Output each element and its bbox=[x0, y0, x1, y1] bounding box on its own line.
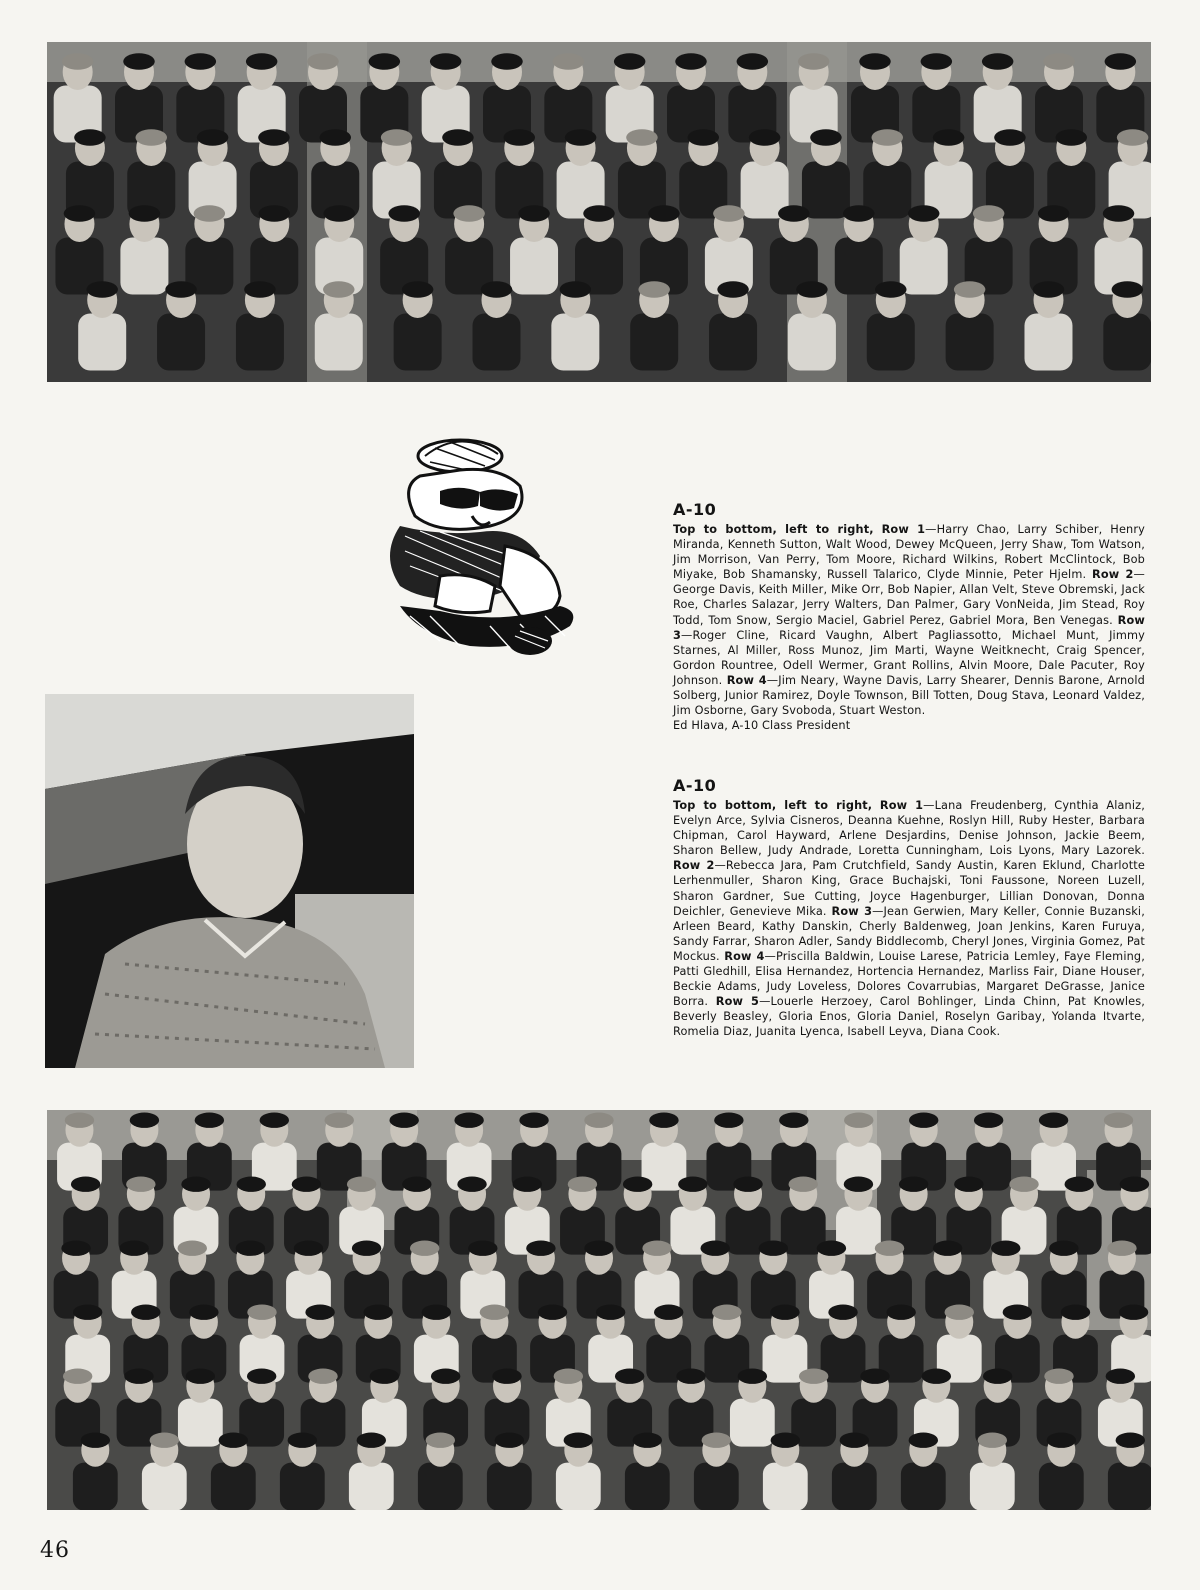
boys-caption bbox=[673, 500, 1145, 733]
girls-row-label: Row 1 bbox=[879, 799, 924, 812]
girls-row-names: —Rebecca Jara, Pam Crutchfield, Sandy Austin, Karen Eklund, Charlotte Lerhenmuller, Sharon King, Grace Buchajski, Toni Faussone, Noreen Luzell, Sharon Gardner, Sue Cutting, Joyce Hagenburger, Lillian Donovan, Donna Deichler, Genevieve Mika. bbox=[673, 859, 1145, 918]
girls-row-label: Row 3 bbox=[831, 904, 873, 918]
boys-row-names: —Jim Neary, Wayne Davis, Larry Shearer, Dennis Barone, Arnold Solberg, Junior Ramirez, Doyle Townson, Bill Totten, Doug Stava, Leonard Valdez, Jim Osborne, Gary Svoboda, Stuart Weston. bbox=[673, 673, 1145, 718]
boys-class-photo bbox=[47, 42, 1151, 382]
boys-row-label: Row 3 bbox=[673, 613, 1145, 642]
class-president-caption: Ed Hlava, A-10 Class President bbox=[673, 719, 851, 733]
girls-row-names: —Louerle Herzoey, Carol Bohlinger, Linda Chinn, Pat Knowles, Beverly Beasley, Gloria Enos, Gloria Daniel, Roselyn Garibay, Yolanda Itvarte, Romelia Diaz, Juanita Lyenca, Isabell Leyva, Diana Cook. bbox=[673, 995, 1145, 1039]
boys-row-names: —Roger Cline, Ricard Vaughn, Albert Pagliassotto, Michael Munt, Jimmy Starnes, Al Miller, Ross Munoz, Jim Marti, Wayne Weitknecht, Craig Spencer, Gordon Rountree, Odell Wermer, Grant Rollins, Alvin Moore, Dale Pacuter, Roy Johnson. bbox=[673, 628, 1145, 687]
girls-caption bbox=[673, 776, 1145, 1040]
girls-names-paragraph bbox=[673, 798, 1145, 1040]
girls-row-label: Row 4 bbox=[724, 949, 765, 963]
boys-row-names: —Harry Chao, Larry Schiber, Henry Miranda, Kenneth Sutton, Walt Wood, Dewey McQueen, Jerry Shaw, Tom Watson, Jim Morrison, Van Perry, Tom Moore, Richard Wilkins, Robert McClintock, Bob Miyake, Bob Shamansky, Russell Talarico, Clyde Minnie, Peter Hjelm. bbox=[673, 523, 1145, 582]
girls-row-names: —Jean Gerwien, Mary Keller, Connie Buzanski, Arleen Beard, Kathy Danskin, Cherly Baldenweg, Joan Jenkins, Karen Furuya, Sandy Farrar, Sharon Adler, Sandy Biddlecomb, Cheryl Jones, Virginia Gomez, Pat Mockus. bbox=[673, 904, 1145, 963]
boys-row-label: Row 2 bbox=[1092, 568, 1134, 582]
girls-class-photo bbox=[47, 1110, 1151, 1510]
girls-row-names: —Priscilla Baldwin, Louise Larese, Patricia Lemley, Faye Fleming, Patti Gledhill, Elisa Hernandez, Hortencia Hernandez, Marliss Fair, Diane Houser, Beckie Adams, Judy Loveless, Dolores Covarrubias, Margaret DeGrasse, Janice Borra. bbox=[673, 949, 1145, 1009]
boys-row-label: Row 1 bbox=[881, 523, 926, 536]
girls-row-names: —Lana Freudenberg, Cynthia Alaniz, Evelyn Arce, Sylvia Cisneros, Deanna Kuehne, Roslyn Hill, Ruby Hester, Barbara Chipman, Carol Hayward, Arlene Desjardins, Denise Johnson, Jackie Beem, Sharon Bellew, Judy Andrade, Loretta Cunningham, Lois Lyons, Mary Lazorek. bbox=[673, 799, 1145, 858]
girls-row-label: Row 5 bbox=[715, 995, 760, 1009]
girls-lead: Top to bottom, left to right, bbox=[673, 799, 873, 812]
boys-lead: Top to bottom, left to right, bbox=[673, 523, 874, 536]
girls-section-title: A-10 bbox=[673, 776, 717, 795]
boys-row-names: —George Davis, Keith Miller, Mike Orr, Bob Napier, Allan Velt, Steve Obremski, Jack Roe, Charles Salazar, Jerry Walters, Dan Palmer, Gary VonNeida, Jim Stead, Roy Todd, Tom Snow, Sergio Maciel, Gabriel Perez, Gabriel Mora, Ben Venegas. bbox=[673, 568, 1145, 627]
page-number: 46 bbox=[40, 1538, 70, 1563]
boys-section-title: A-10 bbox=[673, 500, 717, 519]
class-president-portrait bbox=[45, 694, 414, 1068]
mascot-illustration bbox=[380, 436, 595, 661]
boys-row-label: Row 4 bbox=[726, 673, 767, 687]
girls-row-label: Row 2 bbox=[673, 859, 715, 873]
boys-names-paragraph bbox=[673, 522, 1145, 718]
